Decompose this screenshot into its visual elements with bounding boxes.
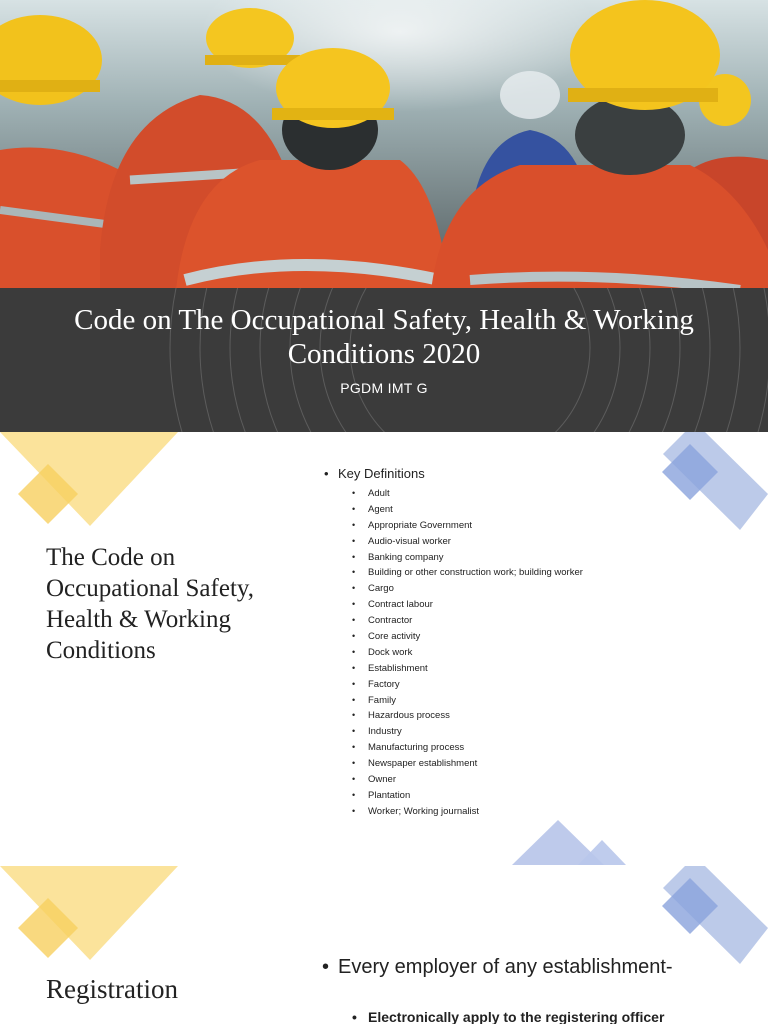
list-item: • Owner — [352, 774, 396, 786]
list-item: • Family — [352, 694, 396, 706]
definitions-list — [352, 486, 583, 820]
slide-1-title: Code on The Occupational Safety, Health & Working Conditions 2020 — [74, 304, 694, 370]
apply-bullet-text: Electronically apply to the registering officer — [368, 1009, 665, 1024]
list-item: • Audio-visual worker — [352, 535, 451, 547]
employer-bullet-text: Every employer of any establishment- — [338, 956, 673, 978]
list-item: • Plantation — [352, 789, 411, 801]
yellow-triangle-shape — [0, 866, 178, 960]
list-item: • Industry — [352, 726, 402, 738]
slide-1 — [0, 0, 768, 432]
list-item: • Contractor — [352, 615, 413, 627]
list-item: • Factory — [352, 678, 400, 690]
list-item: • Newspaper establishment — [352, 758, 478, 770]
slide-3-title: Registration — [46, 974, 178, 1004]
slide-1-subtitle: PGDM IMT G — [340, 380, 428, 396]
list-item: • Banking company — [352, 551, 444, 563]
employer-bullet — [322, 956, 673, 979]
apply-bullet — [352, 1009, 664, 1024]
list-item: • Cargo — [352, 583, 394, 595]
slide-3 — [0, 866, 768, 1024]
slide-2-title: The Code on Occupational Safety, Health & Working Conditions — [46, 544, 255, 664]
list-item: • Agent — [352, 503, 393, 515]
key-definitions-label: Key Definitions — [338, 466, 425, 481]
list-item: • Hazardous process — [352, 710, 450, 722]
list-item: • Dock work — [352, 646, 413, 658]
list-item: • Building or other construction work; building worker — [352, 567, 583, 579]
list-item: • Appropriate Government — [352, 519, 473, 531]
workers-photo — [0, 0, 768, 300]
bullet-icon: • — [322, 956, 330, 978]
slide-2 — [0, 432, 768, 866]
workers-in-hard-hats-image — [0, 0, 768, 300]
bullet-icon: • — [324, 466, 329, 481]
list-item: • Manufacturing process — [352, 742, 465, 754]
list-item: • Establishment — [352, 662, 428, 674]
list-item: • Adult — [352, 488, 390, 499]
yellow-triangle-shape — [0, 432, 178, 526]
bullet-icon: • — [352, 1009, 357, 1024]
list-item: • Contract labour — [352, 599, 433, 611]
list-item: • Core activity — [352, 631, 421, 643]
key-definitions-heading — [324, 466, 425, 481]
list-item: • Worker; Working journalist — [352, 805, 480, 817]
